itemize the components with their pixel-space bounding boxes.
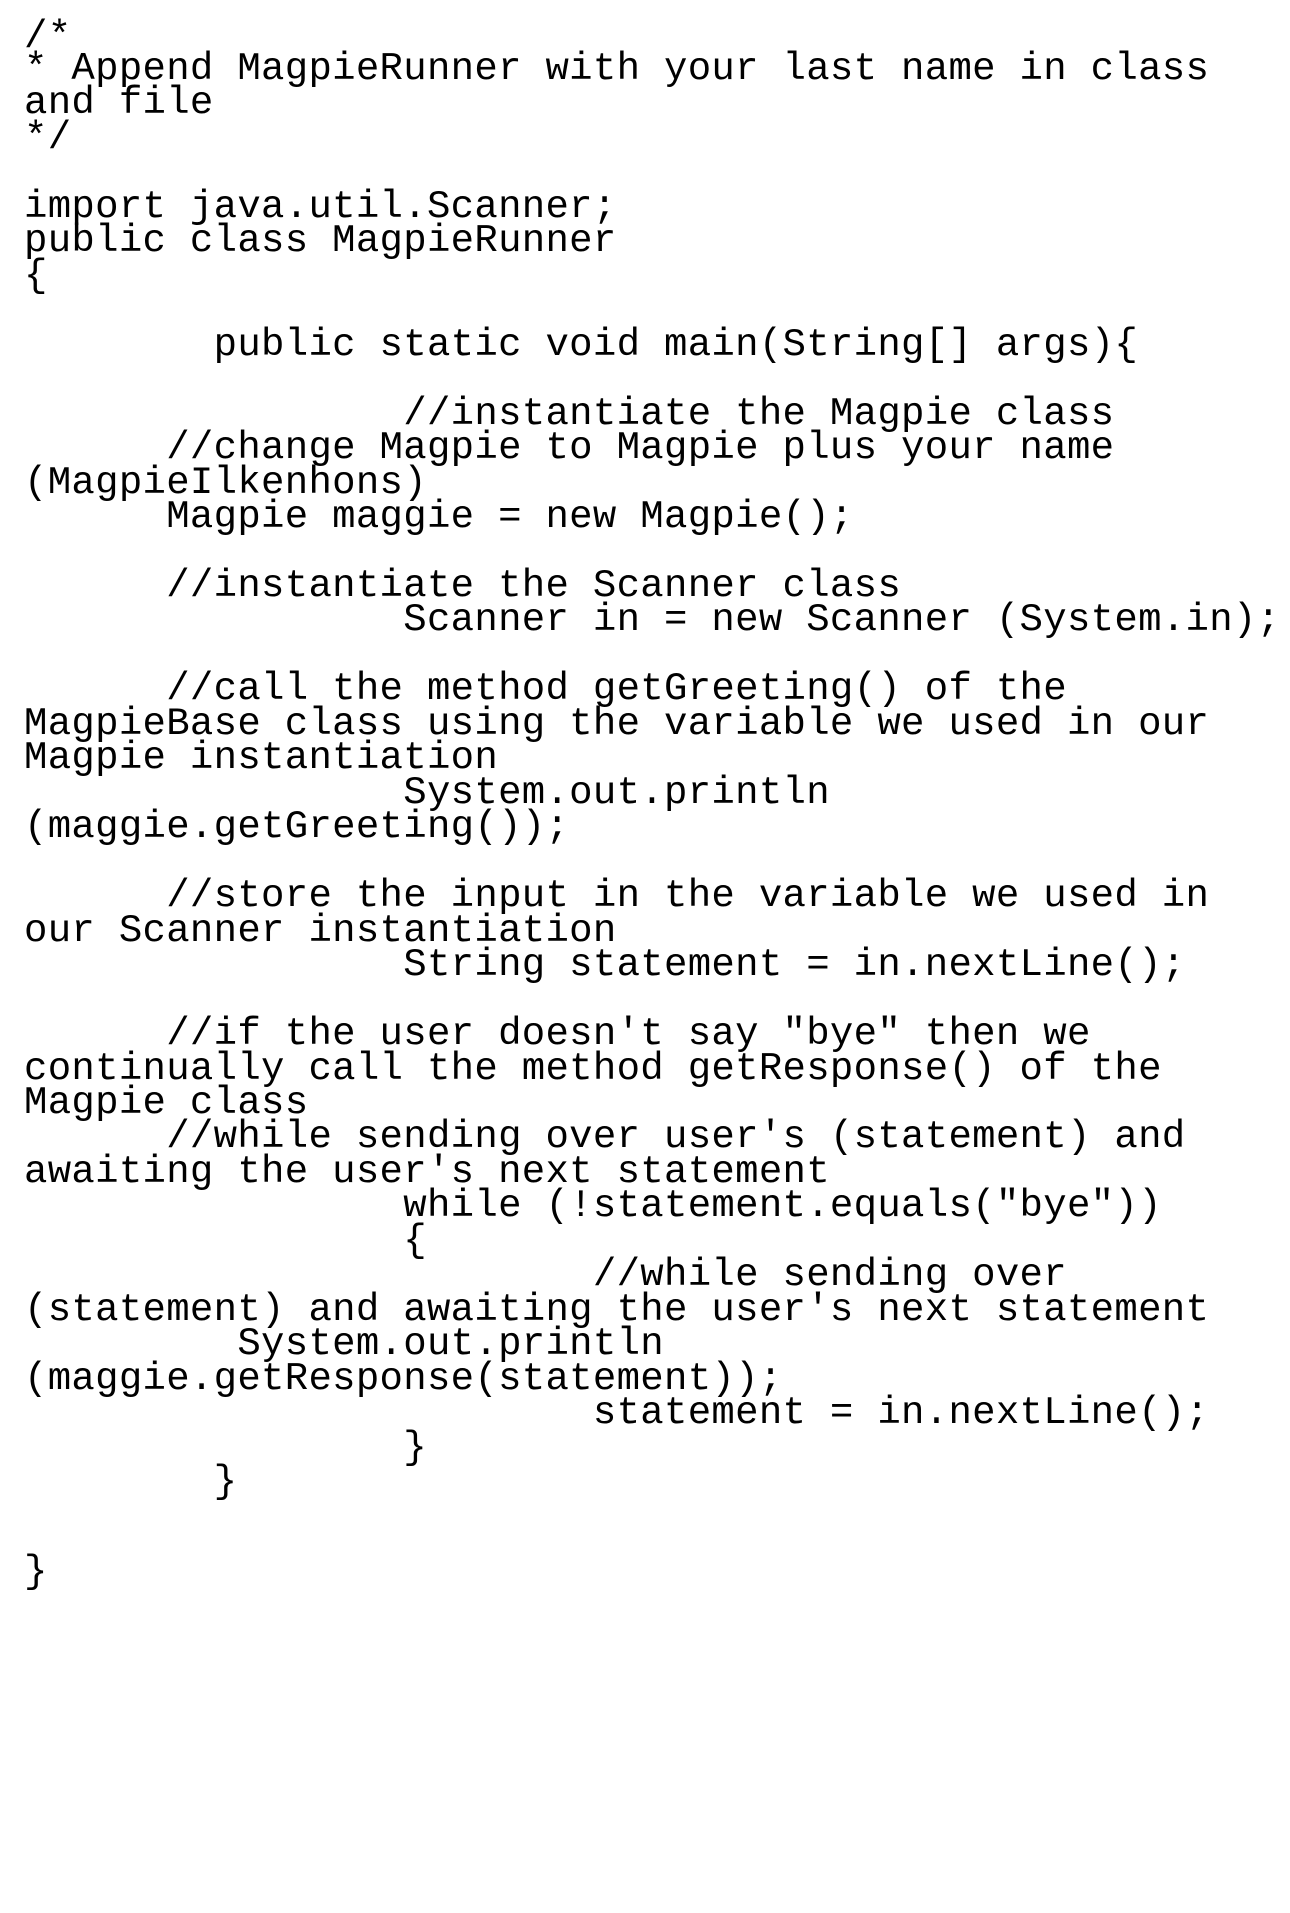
code-line-40: (maggie.getResponse(statement)); — [24, 1357, 783, 1401]
code-line-28: String statement = in.nextLine(); — [24, 943, 1186, 987]
code-line-14: (MagpieIlkenhons) — [24, 461, 427, 505]
code-line-21: MagpieBase class using the variable we used in our — [24, 702, 1210, 746]
code-line-22: Magpie instantiation — [24, 736, 499, 780]
code-line-26: //store the input in the variable we used in — [24, 874, 1210, 918]
code-line-13: //change Magpie to Magpie plus your name — [24, 426, 1115, 470]
code-line-12: //instantiate the Magpie class — [24, 392, 1115, 436]
code-line-8: { — [24, 254, 48, 298]
code-line-39: System.out.println — [24, 1322, 665, 1366]
code-line-43: } — [24, 1460, 238, 1504]
code-line-1: /* — [24, 15, 72, 59]
code-line-35: while (!statement.equals("bye")) — [24, 1184, 1162, 1228]
code-line-33: //while sending over user's (statement) and — [24, 1115, 1186, 1159]
code-line-27: our Scanner instantiation — [24, 909, 617, 953]
code-line-37: //while sending over — [24, 1253, 1067, 1297]
code-line-23: System.out.println — [24, 771, 830, 815]
code-line-6: import java.util.Scanner; — [24, 185, 617, 229]
code-line-3: and file — [24, 81, 214, 125]
code-line-42: } — [24, 1426, 427, 1470]
code-line-4: */ — [24, 116, 72, 160]
code-line-20: //call the method getGreeting() of the — [24, 667, 1067, 711]
code-line-41: statement = in.nextLine(); — [24, 1391, 1210, 1435]
code-line-24: (maggie.getGreeting()); — [24, 805, 570, 849]
code-line-30: //if the user doesn't say "bye" then we — [24, 1012, 1091, 1056]
code-line-32: Magpie class — [24, 1081, 309, 1125]
code-line-45: } — [24, 1550, 48, 1594]
code-line-17: //instantiate the Scanner class — [24, 564, 902, 608]
code-line-18: Scanner in = new Scanner (System.in); — [24, 598, 1281, 642]
code-line-7: public class MagpieRunner — [24, 219, 617, 263]
code-line-34: awaiting the user's next statement — [24, 1150, 830, 1194]
code-line-2: * Append MagpieRunner with your last name in class — [24, 47, 1210, 91]
code-line-15: Magpie maggie = new Magpie(); — [24, 495, 854, 539]
code-line-10: public static void main(String[] args){ — [24, 323, 1139, 367]
code-line-31: continually call the method getResponse() of the — [24, 1047, 1162, 1091]
code-line-36: { — [24, 1219, 427, 1263]
code-line-38: (statement) and awaiting the user's next statement — [24, 1288, 1210, 1332]
